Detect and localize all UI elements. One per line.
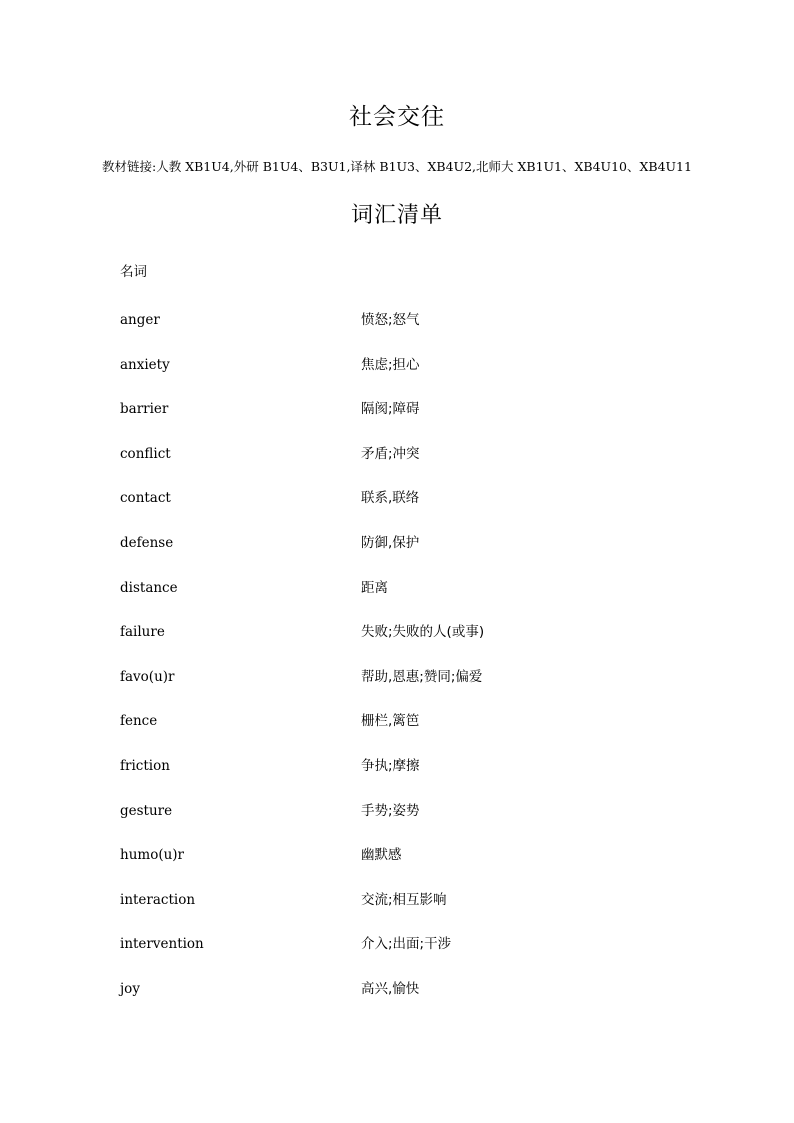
vocabulary-word: joy [120, 980, 140, 997]
vocabulary-word: friction [120, 757, 170, 774]
vocabulary-row [0, 801, 794, 846]
vocabulary-meaning: 交流;相互影响 [361, 891, 447, 908]
page-title: 社会交往 [349, 104, 445, 130]
section-title: 词汇清单 [350, 203, 443, 228]
vocabulary-word: failure [120, 624, 165, 641]
vocabulary-word: fence [120, 713, 158, 730]
vocabulary-row [0, 890, 794, 935]
vocabulary-row [0, 355, 794, 400]
vocabulary-word: humo(u)r [120, 847, 184, 864]
vocabulary-word: distance [120, 579, 178, 596]
vocabulary-row [0, 578, 794, 623]
vocabulary-word: interaction [120, 891, 196, 908]
vocabulary-row [0, 756, 794, 801]
vocabulary-word: defense [120, 534, 174, 551]
vocabulary-row [0, 444, 794, 489]
vocabulary-row [0, 310, 794, 355]
vocabulary-row [0, 399, 794, 444]
vocabulary-meaning: 隔阂;障碍 [361, 401, 420, 418]
vocabulary-meaning: 矛盾;冲突 [361, 445, 420, 462]
vocabulary-meaning: 栅栏,篱笆 [361, 713, 420, 730]
vocabulary-row [0, 488, 794, 533]
vocabulary-word: intervention [120, 936, 204, 953]
vocabulary-list [0, 310, 794, 1024]
vocabulary-row [0, 622, 794, 667]
vocabulary-meaning: 介入;出面;干涉 [361, 936, 452, 953]
part-of-speech-label: 名词 [120, 264, 147, 280]
vocabulary-word: conflict [120, 445, 171, 462]
vocabulary-meaning: 手势;姿势 [361, 802, 420, 819]
vocabulary-meaning: 帮助,恩惠;赞同;偏爱 [361, 668, 483, 685]
vocabulary-meaning: 争执;摩擦 [361, 757, 420, 774]
vocabulary-row [0, 934, 794, 979]
textbook-links: 教材链接:人教 XB1U4,外研 B1U4、B3U1,译林 B1U3、XB4U2,北师大 XB1U1、XB4U10、XB4U11 [102, 159, 692, 174]
vocabulary-row [0, 533, 794, 578]
vocabulary-word: favo(u)r [120, 668, 175, 685]
vocabulary-meaning: 幽默感 [361, 847, 402, 864]
vocabulary-word: anger [120, 312, 160, 328]
vocabulary-row [0, 845, 794, 890]
vocabulary-row [0, 667, 794, 712]
vocabulary-meaning: 失败;失败的人(或事) [361, 624, 485, 641]
vocabulary-word: anxiety [120, 356, 170, 373]
vocabulary-meaning: 防御,保护 [361, 534, 420, 551]
vocabulary-row [0, 711, 794, 756]
vocabulary-meaning: 焦虑;担心 [361, 356, 420, 373]
vocabulary-meaning: 联系,联络 [361, 490, 420, 507]
vocabulary-word: gesture [120, 802, 173, 819]
vocabulary-meaning: 愤怒;怒气 [361, 312, 420, 328]
vocabulary-word: contact [120, 490, 171, 507]
vocabulary-meaning: 距离 [361, 579, 388, 596]
vocabulary-meaning: 高兴,愉快 [361, 980, 420, 997]
vocabulary-word: barrier [120, 401, 169, 418]
vocabulary-row [0, 979, 794, 1024]
